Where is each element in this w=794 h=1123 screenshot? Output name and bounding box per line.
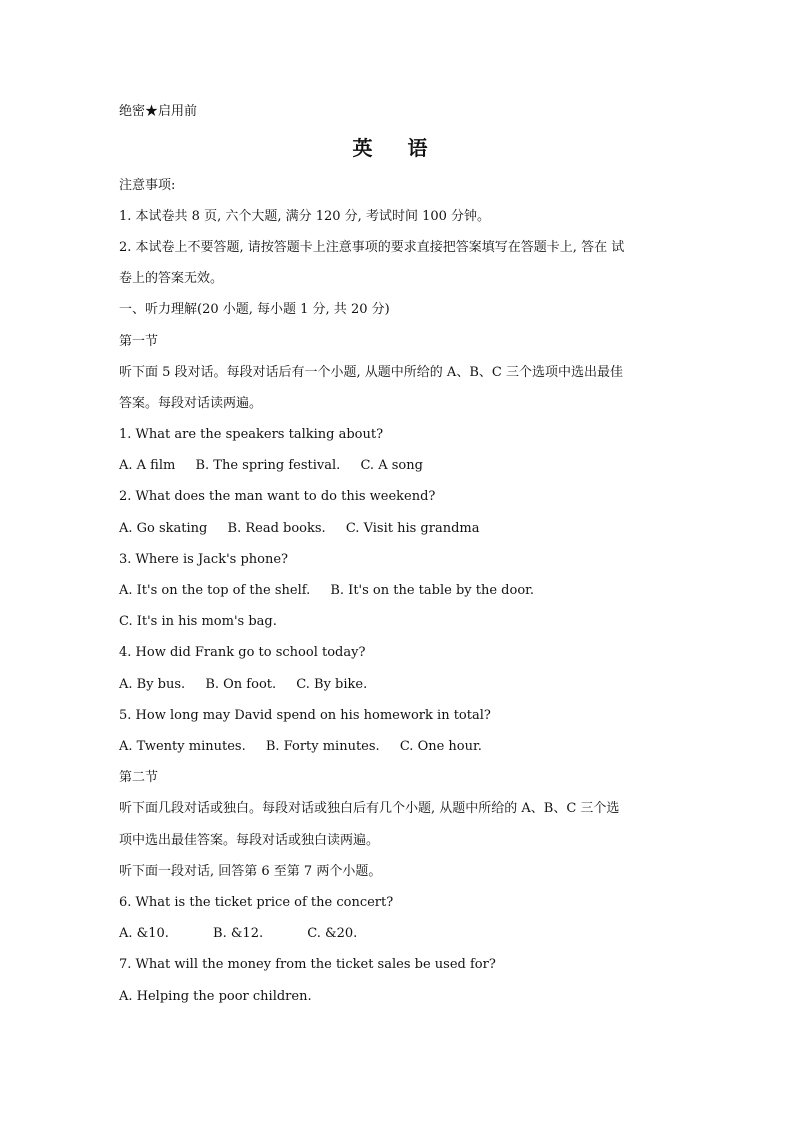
section-1-instruction-line-2: 答案。每段对话读两遍。 [119, 396, 263, 411]
question-7-option-a: A. Helping the poor children. [119, 989, 312, 1004]
notice-item-1: 1. 本试卷共 8 页, 六个大题, 满分 120 分, 考试时间 100 分钟。 [119, 209, 491, 224]
section-1-instruction-line-1: 听下面 5 段对话。每段对话后有一个小题, 从题中所给的 A、B、C 三个选项中选出最佳 [119, 365, 623, 380]
question-2: 2. What does the man want to do this weekend? [119, 489, 436, 504]
option-a: A. Go skating [119, 521, 208, 536]
section-2-instruction-line-1: 听下面几段对话或独白。每段对话或独白后有几个小题, 从题中所给的 A、B、C 三个选 [119, 801, 620, 816]
option-a: A. &10. [119, 926, 169, 941]
option-b: B. Read books. [227, 521, 326, 536]
option-b: B. &12. [213, 926, 264, 941]
question-6-options [119, 926, 373, 942]
option-a: A. A film [119, 458, 176, 473]
option-b: B. Forty minutes. [265, 739, 380, 754]
section-2-heading: 第二节 [119, 770, 159, 785]
notice-item-2-line-1: 2. 本试卷上不要答题, 请按答题卡上注意事项的要求直接把答案填写在答题卡上, 答在 试 [119, 240, 625, 255]
question-4-options [119, 677, 383, 693]
notice-item-2-line-2: 卷上的答案无效。 [119, 271, 224, 286]
question-1-options [119, 458, 439, 474]
option-b: B. It's on the table by the door. [330, 583, 535, 598]
page-title: 英 语 [352, 136, 442, 160]
option-c: C. A song [360, 458, 423, 473]
option-c: C. Visit his grandma [345, 521, 480, 536]
notice-heading: 注意事项: [119, 178, 176, 193]
option-c: C. One hour. [399, 739, 482, 754]
question-7: 7. What will the money from the ticket sales be used for? [119, 957, 496, 972]
section-2-instruction-line-2: 项中选出最佳答案。每段对话或独白读两遍。 [119, 833, 380, 848]
part-heading: 一、听力理解(20 小题, 每小题 1 分, 共 20 分) [119, 302, 390, 317]
option-a: A. It's on the top of the shelf. [119, 583, 311, 598]
option-b: B. The spring festival. [195, 458, 341, 473]
option-a: A. By bus. [119, 677, 186, 692]
dialogue-instruction: 听下面一段对话, 回答第 6 至第 7 两个小题。 [119, 864, 382, 879]
question-2-options [119, 521, 495, 537]
confidential-mark: 绝密★启用前 [119, 104, 198, 119]
option-c: C. &20. [307, 926, 358, 941]
question-3-options [119, 583, 550, 599]
question-4: 4. How did Frank go to school today? [119, 645, 366, 660]
question-1: 1. What are the speakers talking about? [119, 427, 384, 442]
question-3-option-c: C. It's in his mom's bag. [119, 614, 277, 629]
question-5: 5. How long may David spend on his homework in total? [119, 708, 491, 723]
question-5-options [119, 739, 498, 755]
question-3: 3. Where is Jack's phone? [119, 552, 289, 567]
option-a: A. Twenty minutes. [119, 739, 246, 754]
section-1-heading: 第一节 [119, 334, 159, 349]
option-c: C. By bike. [296, 677, 368, 692]
question-6: 6. What is the ticket price of the concert? [119, 895, 394, 910]
option-b: B. On foot. [205, 677, 277, 692]
